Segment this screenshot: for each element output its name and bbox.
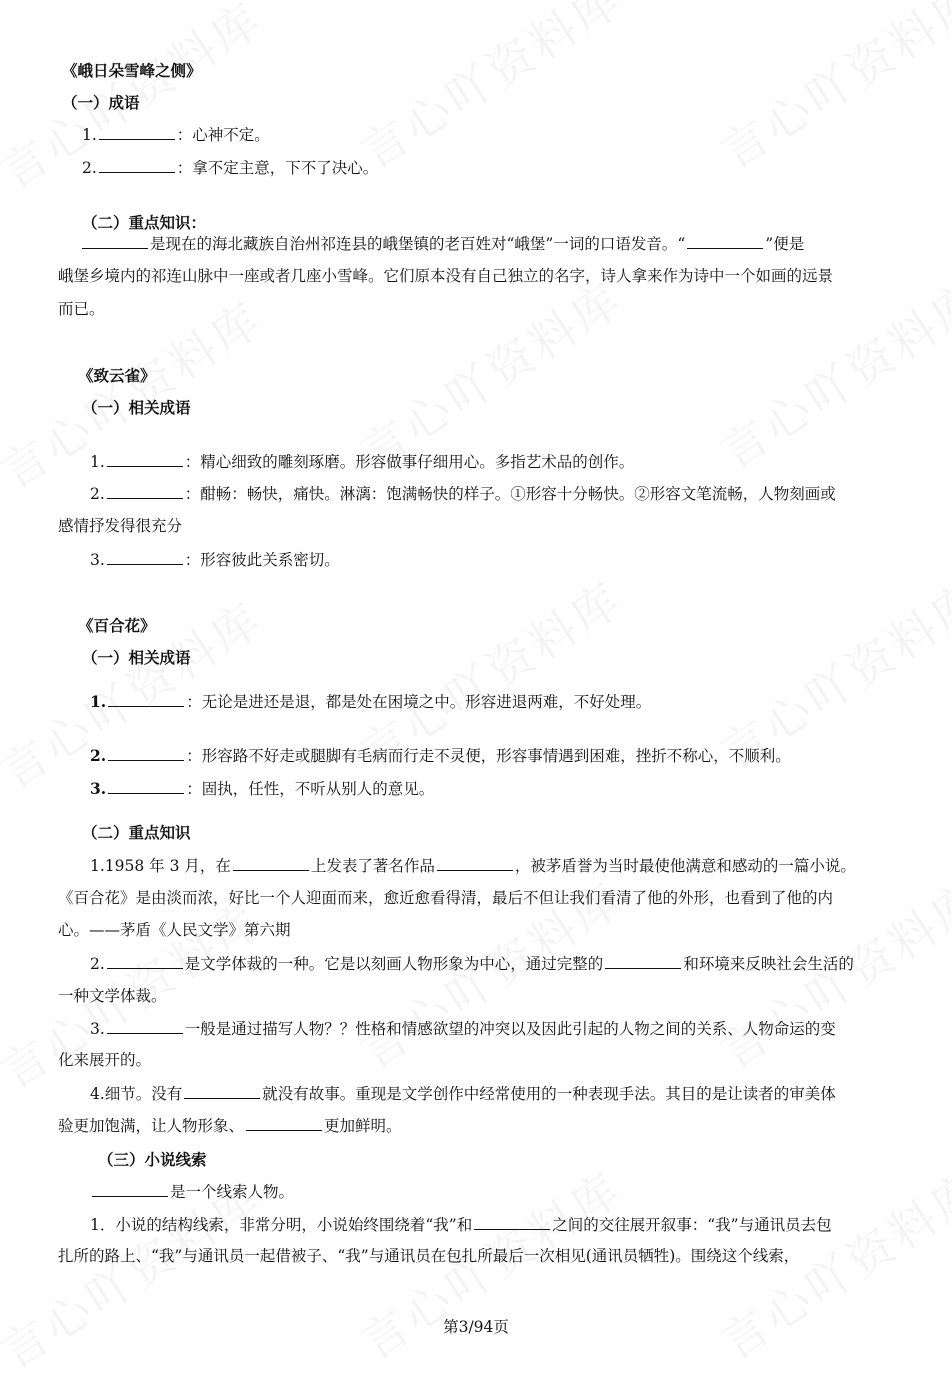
item-number: 1. xyxy=(90,453,105,471)
item-text: ：形容彼此关系密切。 xyxy=(184,551,340,569)
paragraph-text: 和环境来反映社会生活的 xyxy=(683,955,854,973)
item-number: 3. xyxy=(90,551,105,569)
item-number: 2. xyxy=(90,485,105,503)
paragraph-text: ，被茅盾誉为当时最使他满意和感动的一篇小说。 xyxy=(514,857,856,875)
section-title: 《峨日朵雪峰之侧》 xyxy=(62,61,202,80)
watermark xyxy=(706,264,952,483)
paragraph-text: 之间的交往展开叙事：“我”与通讯员去包 xyxy=(552,1216,832,1234)
watermark xyxy=(346,0,634,182)
paragraph-text: 就没有故事。重现是文学创作中经常使用的一种表现手法。其目的是让读者的审美体 xyxy=(262,1085,836,1103)
page-number: 第3/94页 xyxy=(443,1318,509,1336)
paragraph-line: 一种文学体裁。 xyxy=(58,987,167,1005)
list-item xyxy=(90,550,340,570)
fill-blank[interactable] xyxy=(107,954,183,969)
fill-blank[interactable] xyxy=(107,452,183,467)
paragraph-text: 上发表了著名作品 xyxy=(310,857,435,875)
list-item xyxy=(90,746,791,766)
item-text: ：拿不定主意，下不了决心。 xyxy=(176,159,379,177)
paragraph-line: 感情抒发得很充分 xyxy=(58,517,183,535)
paragraph-text: 是一个线索人物。 xyxy=(170,1183,295,1201)
paragraph-text: 4.细节。没有 xyxy=(90,1085,183,1103)
watermark xyxy=(346,264,634,483)
section-heading: （一）相关成语 xyxy=(82,398,191,417)
fill-blank[interactable] xyxy=(108,692,184,707)
section-heading: （二）重点知识： xyxy=(82,213,207,232)
fill-blank[interactable] xyxy=(233,856,309,871)
watermark xyxy=(706,0,952,182)
section-title: 《致云雀》 xyxy=(78,366,156,385)
paragraph-text: 更加鲜明。 xyxy=(324,1117,402,1135)
paragraph-line xyxy=(90,954,854,974)
item-number: 1. xyxy=(90,692,107,711)
paragraph-line: 扎所的路上、“我”与通讯员一起借被子、“我”与通讯员在包扎所最后一次相见(通讯员牺牲)。围绕这个线索， xyxy=(58,1247,800,1265)
item-text: ：精心细致的雕刻琢磨。形容做事仔细用心。多指艺术品的创作。 xyxy=(184,453,635,471)
paragraph-text: 验更加饱满，让人物形象、 xyxy=(58,1117,245,1135)
item-text: ：固执，任性，不听从别人的意见。 xyxy=(186,780,435,798)
paragraph-line xyxy=(80,234,804,254)
section-heading: （二）重点知识 xyxy=(82,823,191,842)
fill-blank[interactable] xyxy=(437,856,513,871)
list-item xyxy=(82,125,270,145)
paragraph-line xyxy=(90,1019,836,1039)
paragraph-line xyxy=(90,856,856,876)
fill-blank[interactable] xyxy=(82,234,148,249)
fill-blank[interactable] xyxy=(605,954,681,969)
fill-blank[interactable] xyxy=(107,484,183,499)
fill-blank[interactable] xyxy=(184,1084,260,1099)
fill-blank[interactable] xyxy=(99,125,175,140)
paragraph-line xyxy=(58,1116,402,1136)
item-text: ：酣畅：畅快，痛快。淋漓：饱满畅快的样子。①形容十分畅快。②形容文笔流畅，人物刻画或 xyxy=(184,485,836,503)
paragraph-text: 1．小说的结构线索，非常分明，小说始终围绕着“我”和 xyxy=(90,1216,473,1234)
paragraph-line: 化来展开的。 xyxy=(58,1051,152,1069)
fill-blank[interactable] xyxy=(92,1182,168,1197)
list-item xyxy=(90,484,836,504)
paragraph-text: ”便是 xyxy=(765,235,805,253)
list-item xyxy=(90,779,434,799)
paragraph-line: 《百合花》是由淡而浓，好比一个人迎面而来，愈近愈看得清，最后不但让我们看清了他的外形，也看到了他的内 xyxy=(58,889,834,907)
section-heading: （一）成语 xyxy=(62,93,140,112)
fill-blank[interactable] xyxy=(107,1019,183,1034)
fill-blank[interactable] xyxy=(687,234,763,249)
paragraph-line xyxy=(90,1084,836,1104)
item-number: 3. xyxy=(90,779,107,798)
fill-blank[interactable] xyxy=(474,1215,550,1230)
list-item xyxy=(90,452,634,472)
item-text: ：无论是进还是退，都是处在困境之中。形容进退两难，不好处理。 xyxy=(186,693,652,711)
item-number: 3. xyxy=(90,1020,105,1038)
paragraph-text: 一般是通过描写人物？？性格和情感欲望的冲突以及因此引起的人物之间的关系、人物命运的变 xyxy=(184,1020,836,1038)
item-text: ：心神不定。 xyxy=(176,126,270,144)
list-item xyxy=(90,692,651,712)
paragraph-line: 峨堡乡境内的祁连山脉中一座或者几座小雪峰。它们原本没有自己独立的名字，诗人拿来作为诗中一个如画的远景 xyxy=(58,267,834,285)
section-heading: （一）相关成语 xyxy=(82,648,191,667)
paragraph-line: 而已。 xyxy=(58,300,105,318)
fill-blank[interactable] xyxy=(108,779,184,794)
fill-blank[interactable] xyxy=(108,746,184,761)
section-heading: （三）小说线索 xyxy=(98,1150,207,1169)
section-title: 《百合花》 xyxy=(78,616,156,635)
item-number: 2. xyxy=(82,159,97,177)
item-number: 1. xyxy=(82,126,97,144)
item-text: ：形容路不好走或腿脚有毛病而行走不灵便，形容事情遇到困难，挫折不称心，不顺利。 xyxy=(186,747,791,765)
item-number: 2. xyxy=(90,746,107,765)
paragraph-line xyxy=(90,1215,832,1235)
list-item xyxy=(82,158,378,178)
paragraph-line xyxy=(90,1182,294,1202)
paragraph-text: 是现在的海北藏族自治州祁连县的峨堡镇的老百姓对“峨堡”一词的口语发音。“ xyxy=(150,235,686,253)
paragraph-text: 是文学体裁的一种。它是以刻画人物形象为中心，通过完整的 xyxy=(184,955,604,973)
item-number: 2. xyxy=(90,955,105,973)
fill-blank[interactable] xyxy=(107,550,183,565)
paragraph-text: 1.1958 年 3 月，在 xyxy=(90,857,231,875)
fill-blank[interactable] xyxy=(246,1116,322,1131)
fill-blank[interactable] xyxy=(99,158,175,173)
paragraph-line: 心。——茅盾《人民文学》第六期 xyxy=(58,921,291,939)
